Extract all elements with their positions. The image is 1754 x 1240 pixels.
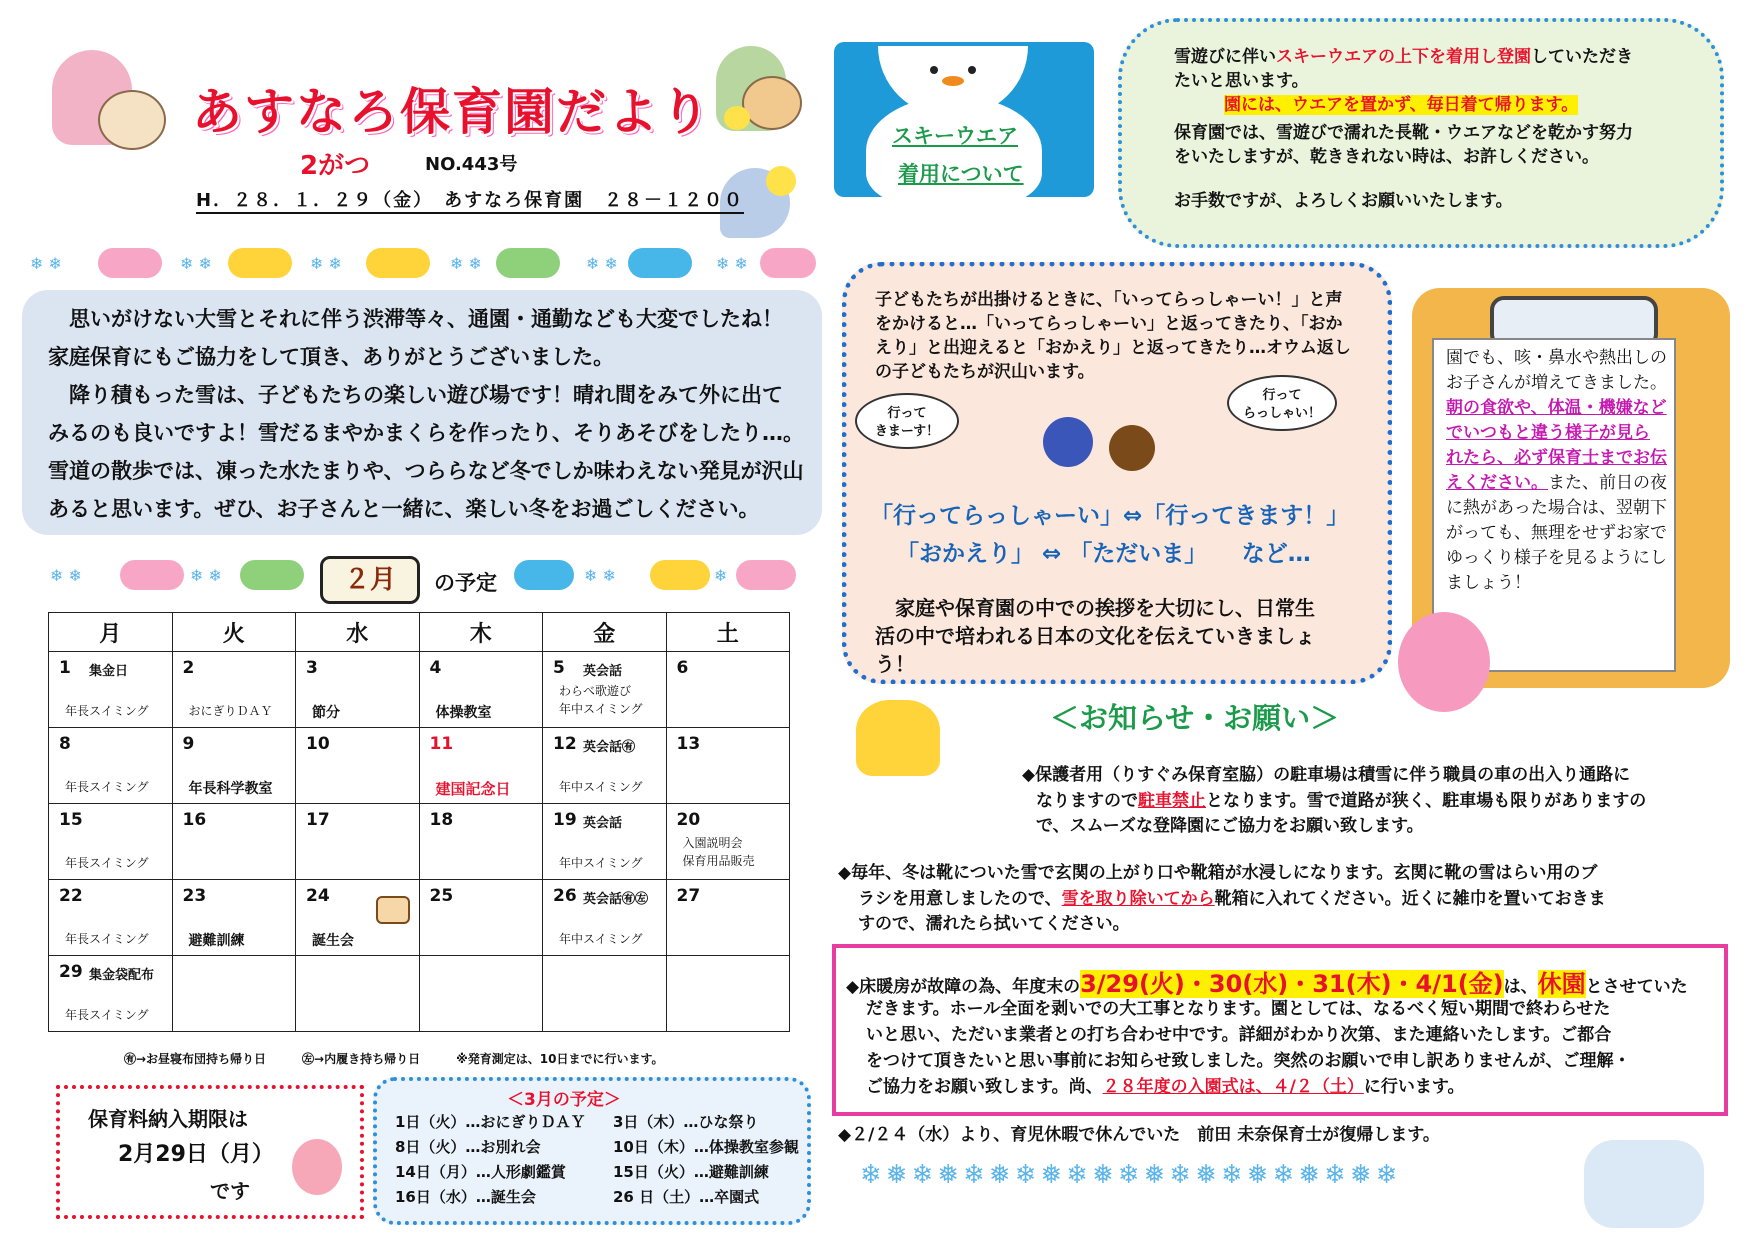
- march-schedule-box: [373, 1077, 811, 1225]
- day-number: 10: [306, 734, 330, 754]
- march-item: 10日（木）…体操教室参観: [613, 1138, 799, 1156]
- closure-text: ご協力をお願い致します。尚、: [866, 1077, 1103, 1097]
- health-line: ゆっくり様子を見るようにし: [1446, 548, 1667, 568]
- day-event: 年長スイミング: [65, 780, 149, 794]
- day-event: おにぎりＤＡＹ: [188, 704, 273, 718]
- day-event: 英会話㊒㊧: [583, 892, 649, 907]
- child-illustration: [1043, 417, 1093, 467]
- calendar-day-cell: [419, 880, 543, 956]
- ski-notice-line: 保育園では、雪遊びで濡れた長靴・ウエアなどを乾かす努力: [1174, 123, 1633, 143]
- health-line: ましょう！: [1446, 573, 1531, 593]
- closure-dates: 3/29(火)・30(水)・31(木)・4/1(金): [1080, 970, 1504, 998]
- weekday-header: 火: [172, 613, 296, 652]
- health-line: に熱があった場合は、翌朝下: [1446, 498, 1667, 518]
- day-event: 集金日: [89, 664, 129, 679]
- day-number: 23: [182, 886, 207, 906]
- day-number: 20: [676, 810, 701, 830]
- day-event: 年中スイミング: [559, 932, 643, 946]
- day-event: 年長科学教室: [188, 781, 273, 797]
- ski-notice-line: [1224, 90, 1578, 115]
- manners-paragraph: う！: [875, 652, 915, 676]
- day-event: 年長スイミング: [65, 932, 149, 946]
- month-label: 2がつ: [300, 151, 371, 181]
- calendar-week-row: [49, 652, 790, 728]
- day-number: 29: [59, 962, 83, 982]
- march-item: 26 日（土）…卒園式: [613, 1188, 760, 1206]
- day-event: わらべ歌遊び 年中スイミング: [559, 684, 643, 716]
- notice-line: ◆２/２４（水）より、育児休暇で休んでいた 前田 未奈保育士が復帰します。: [838, 1125, 1440, 1145]
- fee-deadline-date: 2月29日（月）: [118, 1142, 274, 1167]
- manners-line: をかけると…「いってらっしゃーい」と返ってきたり、「おか: [875, 314, 1343, 334]
- day-event: 英会話: [583, 664, 623, 679]
- greeting-line: あると思います。ぜひ、お子さんと一緒に、楽しい冬をお過ごしください。: [48, 497, 760, 521]
- calendar-week-row: [49, 956, 790, 1032]
- chick-illustration: [766, 166, 796, 196]
- notice-emphasis: 雪を取り除いてから: [1061, 889, 1215, 909]
- calendar-day-cell: [49, 956, 173, 1032]
- fee-line: です: [210, 1179, 250, 1203]
- calendar-day-cell: [49, 728, 173, 804]
- ski-highlight: 園には、ウエアを置かず、毎日着て帰ります。: [1224, 95, 1579, 115]
- greeting-line: 思いがけない大雪とそれに伴う渋滞等々、通園・通勤なども大変でしたね！: [48, 307, 783, 331]
- calendar-legend: ㊒→お昼寝布団持ち帰り日 ㊧→内履き持ち帰り日 ※発育測定は、10日までに行います。: [124, 1052, 664, 1066]
- greeting-line: 雪道の散歩では、凍った水たまりや、つららなど冬でしか味わえない発見が沢山: [48, 459, 804, 483]
- notice-text: 靴箱に入れてください。近くに雑巾を置いておきま: [1214, 889, 1606, 909]
- ski-notice-line: [1174, 42, 1633, 67]
- closure-line: だきます。ホール全面を剥いでの大工事となります。園としては、なるべく短い期間で終わらせた: [866, 999, 1611, 1019]
- manners-paragraph: 家庭や保育園の中での挨拶を大切にし、日常生: [875, 596, 1315, 620]
- dateline: H．２８．１．２９（金） あすなろ保育園 ２８－１２００: [196, 186, 744, 214]
- day-number: 16: [182, 810, 207, 830]
- notice-line: ◆保護者用（りすぐみ保育室脇）の駐車場は積雪に伴う職員の車の出入り通路に: [1022, 765, 1631, 785]
- weekday-header: 水: [296, 613, 420, 652]
- newsletter-title: あすなろ保育園だより: [192, 83, 712, 141]
- greeting-manners-box: [842, 262, 1392, 684]
- calendar-day-cell: [49, 652, 173, 728]
- day-event: 集金袋配布: [89, 968, 155, 983]
- calendar-day-cell: [419, 728, 543, 804]
- weekday-header: 木: [419, 613, 543, 652]
- greeting-line: 家庭保育にもご協力をして頂き、ありがとうございました。: [48, 345, 615, 369]
- day-number: 15: [59, 810, 83, 830]
- greeting-line: 降り積もった雪は、子どもたちの楽しい遊び場です！晴れ間をみて外に出て: [48, 383, 783, 407]
- calendar-day-cell: [419, 956, 543, 1032]
- manners-line: えり」と出迎えると「おかえり」と返ってきたり…オウム返し: [875, 338, 1351, 358]
- schedule-heading: の予定: [434, 571, 497, 595]
- manners-paragraph: 活の中で培われる日本の文化を伝えていきましょ: [875, 624, 1315, 648]
- child-illustration: [1109, 425, 1155, 471]
- notice-line: [858, 884, 1606, 909]
- day-number: 11: [429, 734, 454, 754]
- calendar-day-cell: [543, 880, 667, 956]
- closure-line: をつけて頂きたいと思い事前にお知らせ致しました。突然のお願いで申し訳ありませんが、ご理解・: [866, 1051, 1631, 1071]
- ski-wear-notice: [1118, 18, 1724, 248]
- day-number: 22: [59, 886, 83, 906]
- snowman-animals-illustration: [1584, 1140, 1704, 1228]
- calendar-week-row: [49, 728, 790, 804]
- day-event: 英会話: [583, 816, 623, 831]
- notice-text: となります。雪で道路が狭く、駐車場も限りがありますの: [1206, 791, 1647, 811]
- issue-number: NO.443号: [425, 154, 518, 175]
- day-number: 17: [306, 810, 330, 830]
- manners-line: 子どもたちが出掛けるときに、「いってらっしゃーい！」と声: [875, 290, 1343, 310]
- ski-wear-label: スキーウエア: [892, 124, 1018, 148]
- day-number: 19: [553, 810, 577, 830]
- weekday-header: 月: [49, 613, 173, 652]
- calendar-day-cell: [543, 728, 667, 804]
- calendar-day-cell: [49, 880, 173, 956]
- day-number: 2: [182, 658, 195, 678]
- manners-line: の子どもたちが沢山います。: [875, 362, 1095, 382]
- calendar-day-cell: [543, 804, 667, 880]
- day-number: 25: [429, 886, 454, 906]
- snowflake-divider: ❄❅❄❅❄❅❄❅❄❅❄❅❄❅❄❅❄❅❄❅❄: [860, 1160, 1402, 1190]
- fee-line: 保育料納入期限は: [88, 1107, 248, 1131]
- day-number: 5: [553, 658, 565, 678]
- day-event: 年中スイミング: [559, 856, 643, 870]
- notice-line: で、スムーズな登降園にご協力をお願い致します。: [1036, 816, 1424, 836]
- decorative-divider: ❄ ❄ ❄ ❄: [50, 560, 310, 596]
- day-number: 26: [553, 886, 577, 906]
- health-line: 園でも、咳・鼻水や熱出しの: [1446, 348, 1667, 368]
- health-emphasis: えください。: [1446, 473, 1548, 493]
- day-number: 8: [59, 734, 71, 754]
- calendar-day-cell: [666, 652, 790, 728]
- greeting-box: [22, 290, 822, 535]
- health-line: がっても、無理をせずお家で: [1446, 523, 1667, 543]
- ski-notice-line: たいと思います。: [1174, 71, 1309, 91]
- notices-heading: ＜お知らせ・お願い＞: [1050, 701, 1340, 735]
- calendar-day-cell: [543, 956, 667, 1032]
- chick-illustration: [724, 106, 750, 130]
- cat-illustration: [98, 90, 166, 150]
- closure-emphasis: ２８年度の入園式は、４/２（土）: [1102, 1077, 1364, 1097]
- day-event: 年中スイミング: [559, 780, 643, 794]
- health-emphasis: れたら、必ず保育士までお伝: [1446, 448, 1667, 468]
- calendar-week-row: [49, 880, 790, 956]
- decorative-divider: ❄ ❄ ❄ ❄ ❄ ❄ ❄ ❄ ❄ ❄ ❄ ❄: [30, 248, 820, 284]
- cake-icon: [376, 896, 410, 924]
- calendar-day-cell: [172, 804, 296, 880]
- calendar-day-cell: [666, 880, 790, 956]
- march-item: 1日（火）…おにぎりＤＡＹ: [395, 1113, 586, 1131]
- day-event: 年長スイミング: [65, 1008, 149, 1022]
- ski-emphasis: スキーウエアの上下を着用し登園: [1276, 47, 1531, 67]
- closure-line: [866, 1072, 1465, 1097]
- skiing-cat-illustration: [856, 700, 940, 776]
- march-item: 16日（水）…誕生会: [395, 1188, 536, 1206]
- calendar-day-cell: [172, 652, 296, 728]
- notice-line: すので、濡れたら拭いてください。: [858, 914, 1130, 934]
- health-line: お子さんが増えてきました。: [1446, 373, 1667, 393]
- schedule-month-badge: ２月: [320, 556, 420, 604]
- health-emphasis: でいつもと違う様子が見ら: [1446, 423, 1650, 443]
- notice-text: ラシを用意しましたので、: [858, 889, 1062, 909]
- day-event: 節分: [312, 705, 340, 721]
- calendar-day-cell: [543, 652, 667, 728]
- decorative-divider: ❄ ❄ ❄: [514, 560, 804, 596]
- notice-line: [1036, 786, 1646, 811]
- march-item: 3日（木）…ひな祭り: [613, 1113, 759, 1131]
- closure-kyuen: 休園: [1537, 970, 1586, 998]
- march-item: 14日（月）…人形劇鑑賞: [395, 1163, 566, 1181]
- calendar-day-cell: [296, 804, 420, 880]
- rabbit-nurse-illustration: [1398, 612, 1490, 712]
- calendar-day-cell: [172, 728, 296, 804]
- calendar-header-row: [49, 613, 790, 652]
- day-number: 4: [429, 658, 442, 678]
- calendar-week-row: [49, 804, 790, 880]
- closure-text: ◆床暖房が故障の為、年度末の: [846, 977, 1081, 997]
- day-event: 英会話㊒: [583, 740, 636, 755]
- february-calendar: [48, 612, 790, 1032]
- calendar-day-cell: [419, 804, 543, 880]
- pig-illustration: [292, 1139, 342, 1195]
- health-emphasis: 朝の食欲や、体温・機嫌など: [1446, 398, 1667, 418]
- notice-line: ◆毎年、冬は靴についた雪で玄関の上がり口や靴箱が水浸しになります。玄関に靴の雪はらい用のブ: [838, 863, 1598, 883]
- day-event: 体操教室: [435, 705, 492, 721]
- march-item: 8日（火）…お別れ会: [395, 1138, 541, 1156]
- notice-emphasis: 駐車禁止: [1138, 791, 1206, 811]
- ski-text: していただき: [1531, 47, 1633, 67]
- day-number: 13: [676, 734, 701, 754]
- ski-text: 雪遊びに伴い: [1174, 47, 1276, 67]
- day-event: 年長スイミング: [65, 704, 149, 718]
- notice-text: なりますので: [1036, 791, 1138, 811]
- closure-text: に行います。: [1363, 1077, 1465, 1097]
- manners-phrase: 「おかえり」 ⇔ 「ただいま」 など…: [896, 541, 1311, 567]
- health-text: また、前日の夜: [1548, 473, 1667, 493]
- ski-notice-line: お手数ですが、よろしくお願いいたします。: [1174, 191, 1513, 211]
- calendar-day-cell: [172, 880, 296, 956]
- day-event: 年長スイミング: [65, 856, 149, 870]
- ski-wear-label: 着用について: [898, 162, 1024, 186]
- day-number: 9: [182, 734, 195, 754]
- day-number: 27: [676, 886, 701, 906]
- closure-text: とさせていた: [1585, 977, 1688, 997]
- closure-text: は、: [1503, 977, 1538, 997]
- day-event: 誕生会: [312, 933, 354, 949]
- manners-phrase: 「行ってらっしゃーい」⇔「行ってきます！」: [870, 503, 1350, 529]
- ski-notice-line: をいたしますが、乾ききれない時は、お許しください。: [1174, 147, 1599, 167]
- closure-line: いと思い、ただいま業者との打ち合わせ中です。詳細がわかり次第、また連絡いたします。ご都合: [866, 1025, 1612, 1045]
- day-number: 6: [676, 658, 689, 678]
- greeting-line: みるのも良いですよ！雪だるまやかまくらを作ったり、そりあそびをしたり…。: [48, 421, 804, 445]
- calendar-day-cell: [666, 956, 790, 1032]
- health-line: [1446, 471, 1667, 496]
- fee-deadline-box: [56, 1085, 364, 1219]
- day-number: 3: [306, 658, 318, 678]
- speech-bubble-left: 行って きまーす！: [855, 393, 959, 449]
- day-event: 入園説明会 保育用品販売: [682, 836, 755, 868]
- day-number: 24: [306, 886, 330, 906]
- calendar-day-cell: [666, 804, 790, 880]
- calendar-day-cell: [296, 652, 420, 728]
- day-event: 避難訓練: [188, 933, 245, 949]
- day-event: 建国記念日: [435, 780, 511, 798]
- weekday-header: 土: [666, 613, 790, 652]
- calendar-day-cell: [172, 956, 296, 1032]
- calendar-day-cell: [419, 652, 543, 728]
- march-item: 15日（火）…避難訓練: [613, 1163, 769, 1181]
- calendar-day-cell: [296, 728, 420, 804]
- day-number: 1: [59, 658, 71, 678]
- day-number: 18: [429, 810, 454, 830]
- calendar-day-cell: [666, 728, 790, 804]
- speech-bubble-right: 行って らっしゃい！: [1227, 375, 1337, 431]
- cat-illustration: [742, 76, 802, 130]
- calendar-day-cell: [49, 804, 173, 880]
- day-number: 12: [553, 734, 577, 754]
- closure-notice-box: [832, 944, 1728, 1116]
- weekday-header: 金: [543, 613, 667, 652]
- march-heading: ＜3月の予定＞: [507, 1090, 621, 1110]
- calendar-day-cell: [296, 956, 420, 1032]
